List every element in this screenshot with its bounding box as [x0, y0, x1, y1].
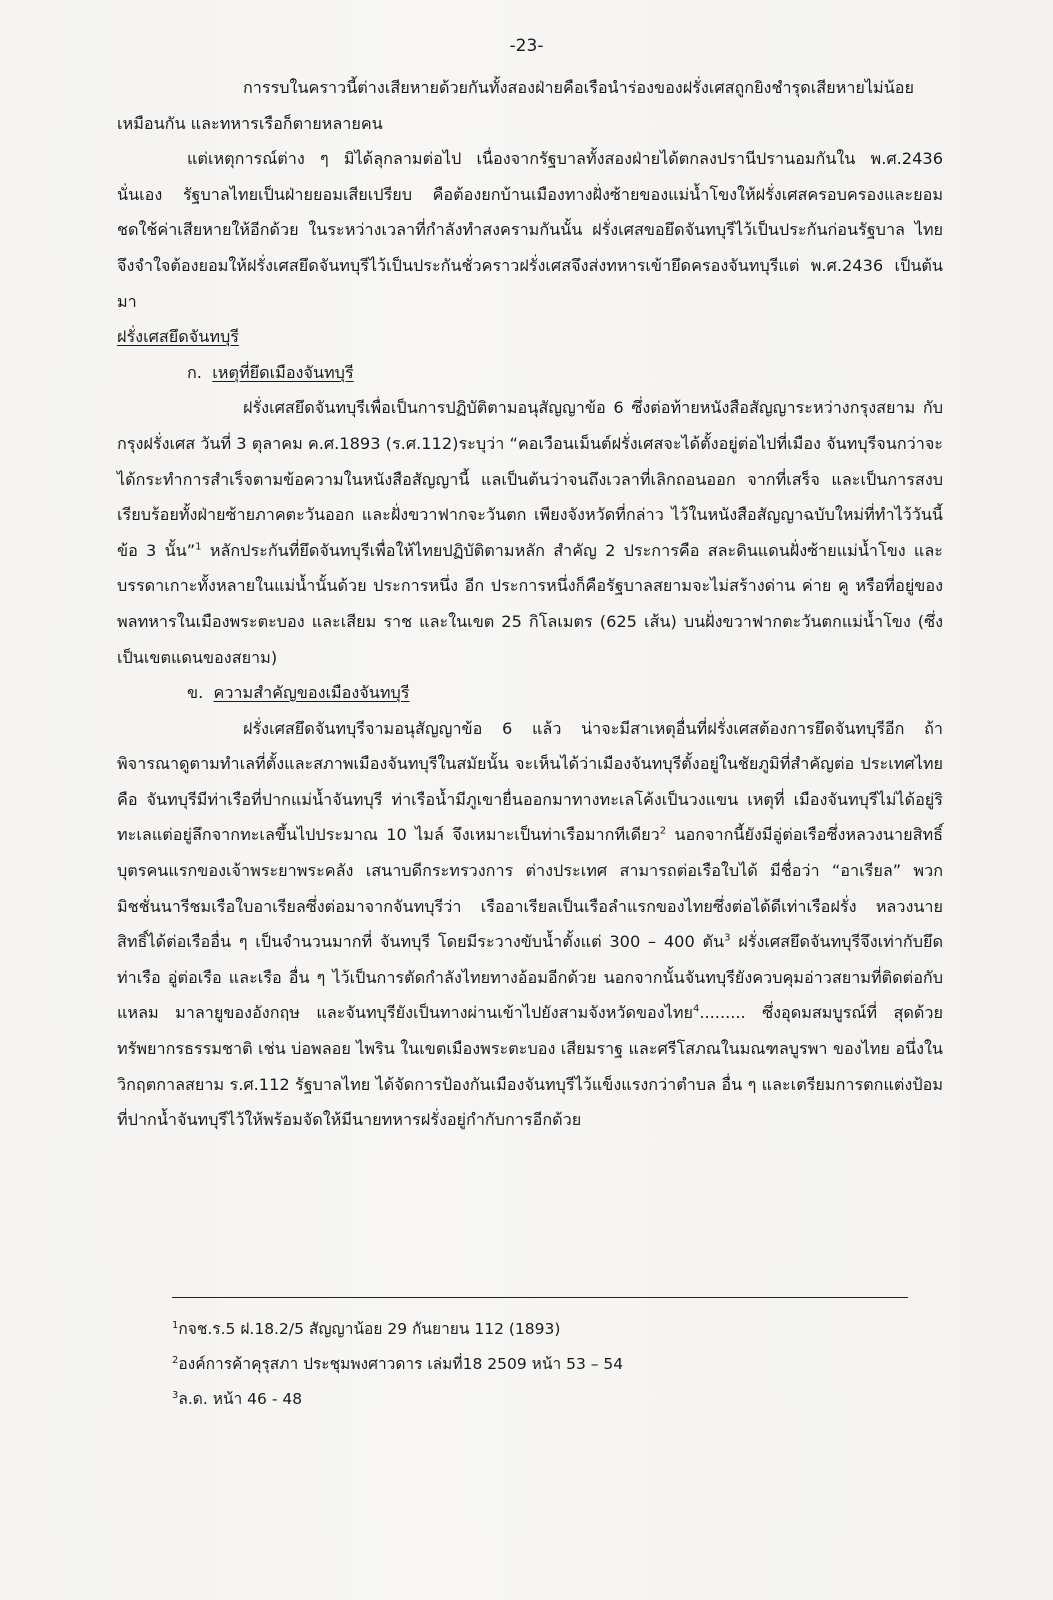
footnote-3-text: ล.ด. หน้า 46 - 48	[178, 1390, 303, 1408]
heading-b	[117, 675, 943, 711]
paragraph-3-tail: หลักประกันที่ยึดจันทบุรีเพื่อให้ไทยปฏิบัติตามหลัก สำคัญ 2 ประการคือ สละดินแดนฝั่งซ้ายแม่น้ำโขง และบรรดาเกาะทั้งหลายในแม่น้ำนั้นด้วย ประการหนึ่ง อีก ประการหนึ่งก็คือรัฐบาลสยามจะไม่สร้างด่าน ค่าย คู หรือที่อยู่ของพลทหารในเมืองพระตะบอง และเสียม ราช และในเขต 25 กิโลเมตร (625 เส้น) บนฝั่งขวาฟากตะวันตกแม่น้ำโขง (ซึ่งเป็นเขตแดนของสยาม)	[117, 540, 943, 667]
paragraph-3	[117, 390, 943, 675]
paragraph-4	[117, 711, 943, 1138]
footnote-2-num: 2	[172, 1354, 179, 1366]
paragraph-4-c: ฝรั่งเศสยึดจันทบุรีจึงเท่ากับยึดท่าเรือ อู่ต่อเรือ และเรือ อื่น ๆ ไว้เป็นการตัดกำลังไทยทางอ้อมอีกด้วย นอกจากนั้นจันทบุรียังควบคุมอ่าวสยามที่ติดต่อกับแหลม มาลายูของอังกฤษ และจันทบุรียังเป็นทางผ่านเข้าไปยังสามจังหวัดของไทย	[117, 932, 943, 1023]
footnote-divider	[172, 1297, 908, 1298]
page-number: -23-	[509, 36, 544, 56]
heading-a-text: เหตุที่ยึดเมืองจันทบุรี	[212, 362, 354, 382]
paragraph-1a: การรบในคราวนี้ต่างเสียหายด้วยกันทั้งสองฝ่ายคือเรือนำร่องของฝรั่งเศสถูกยิงชำรุดเสียหายไม่น้อย	[243, 78, 914, 97]
footnote-ref-1: 1	[195, 541, 202, 553]
heading-main	[117, 319, 943, 355]
footnote-3-num: 3	[172, 1389, 179, 1401]
heading-a	[117, 355, 943, 391]
paragraph-4-b: นอกจากนี้ยังมีอู่ต่อเรือซึ่งหลวงนายสิทธิ์ บุตรคนแรกของเจ้าพระยาพระคลัง เสนาบดีกระทรวงการ ต่างประเทศ สามารถต่อเรือใบได้ มีชื่อว่า “อาเรียล” พวกมิชชั่นนารีชมเรือใบอาเรียลซึ่งต่อมาจากจันทบุรีว่า เรืออาเรียลเป็นเรือลำแรกของไทยซึ่งต่อได้ดีเท่าเรือฝรั่ง หลวงนายสิทธิ์ได้ต่อเรืออื่น ๆ เป็นจำนวนมากที่ จันทบุรี โดยมีระวางขับน้ำตั้งแต่ 300 – 400 ตัน	[117, 825, 943, 952]
paragraph-2: แต่เหตุการณ์ต่าง ๆ มิได้ลุกลามต่อไป เนื่องจากรัฐบาลทั้งสองฝ่ายได้ตกลงปรานีปรานอมกันใน พ.ศ.2436 นั่นเอง รัฐบาลไทยเป็นฝ่ายยอมเสียเปรียบ คือต้องยกบ้านเมืองทางฝั่งซ้ายของแม่น้ำโขงให้ฝรั่งเศสครอบครองและยอม ชดใช้ค่าเสียหายให้อีกด้วย ในระหว่างเวลาที่กำลังทำสงครามกันนั้น ฝรั่งเศสขอยึดจันทบุรีไว้เป็นประกันก่อนรัฐบาล ไทยจึงจำใจต้องยอมให้ฝรั่งเศสยึดจันทบุรีไว้เป็นประกันชั่วคราวฝรั่งเศสจึงส่งทหารเข้ายึดครองจันทบุรีแต่ พ.ศ.2436 เป็นต้นมา	[117, 149, 943, 311]
footnote-3	[172, 1382, 912, 1417]
heading-a-prefix: ก.	[187, 362, 202, 382]
footnote-ref-2: 2	[659, 826, 667, 838]
footnote-ref-4: 4	[692, 1004, 700, 1016]
footnote-ref-3: 3	[724, 932, 731, 944]
paragraph-1b: เหมือนกัน และทหารเรือก็ตายหลายคน	[117, 113, 383, 133]
footnotes	[172, 1312, 912, 1417]
footnote-2-text: องค์การค้าคุรุสภา ประชุมพงศาวดาร เล่มที่18 2509 หน้า 53 – 54	[178, 1355, 624, 1373]
heading-b-prefix: ข.	[187, 683, 204, 703]
paragraph-3-main: ฝรั่งเศสยึดจันทบุรีเพื่อเป็นการปฏิบัติตามอนุสัญญาข้อ 6 ซึ่งต่อท้ายหนังสือสัญญาระหว่างกรุงสยาม กับกรุงฝรั่งเศส วันที่ 3 ตุลาคม ค.ศ.1893 (ร.ศ.112)ระบุว่า “คอเวือนเม็นต์ฝรั่งเศสจะได้ตั้งอยู่ต่อไปที่เมือง จันทบุรีจนกว่าจะได้กระทำการสำเร็จตามข้อความในหนังสือสัญญานี้ แลเป็นต้นว่าจนถึงเวลาที่เลิกถอนออก จากที่เสร็จ และเป็นการสงบเรียบร้อยทั้งฝ่ายซ้ายภาคตะวันออก และฝั่งขวาฟากจะวันตก เพียงจังหวัดที่กล่าว ไว้ในหนังสือสัญญาฉบับใหม่ที่ทำไว้วันนี้ ข้อ 3 นั้น”	[117, 398, 943, 560]
heading-b-text: ความสำคัญของเมืองจันทบุรี	[213, 683, 410, 703]
paragraph-4-d: ......... ซึ่งอุดมสมบูรณ์ที่ สุดด้วย ทรัพยากรธรรมชาติ เช่น บ่อพลอย ไพริน ในเขตเมืองพระตะบอง เสียมราฐ และศรีโสภณในมณฑลบูรพา ของไทย อนึ่งในวิกฤตกาลสยาม ร.ศ.112 รัฐบาลไทย ได้จัดการป้องกันเมืองจันทบุรีไว้แข็งแรงกว่าตำบล อื่น ๆ และเตรียมการตกแต่งป้อมที่ปากน้ำจันทบุรีไว้ให้พร้อมจัดให้มีนายทหารฝรั่งอยู่กำกับการอีกด้วย	[117, 1003, 943, 1130]
body-text	[117, 70, 943, 1138]
footnote-2	[172, 1347, 912, 1382]
footnote-1-num: 1	[172, 1319, 179, 1331]
paragraph-4-a: ฝรั่งเศสยึดจันทบุรีจามอนุสัญญาข้อ 6 แล้ว น่าจะมีสาเหตุอื่นที่ฝรั่งเศสต้องการยึดจันทบุรีอีก ถ้า พิจารณาดูตามทำเลที่ตั้งและสภาพเมืองจันทบุรีในสมัยนั้น จะเห็นได้ว่าเมืองจันทบุรีตั้งอยู่ในชัยภูมิที่สำคัญต่อ ประเทศไทยคือ จันทบุรีมีท่าเรือที่ปากแม่น้ำจันทบุรี ท่าเรือน้ำมีภูเขายื่นออกมาทางทะเลโค้งเป็นวงแขน เหตุที่ เมืองจันทบุรีไม่ได้อยู่ริทะเลแต่อยู่ลึกจากทะเลขึ้นไปประมาณ 10 ไมล์ จึงเหมาะเป็นท่าเรือมากทีเดียว	[117, 718, 943, 845]
footnote-1	[172, 1312, 912, 1347]
heading-main-text: ฝรั่งเศสยึดจันทบุรี	[117, 327, 239, 347]
footnote-1-text: กจช.ร.5 ฝ.18.2/5 สัญญาน้อย 29 กันยายน 112 (1893)	[178, 1320, 561, 1338]
